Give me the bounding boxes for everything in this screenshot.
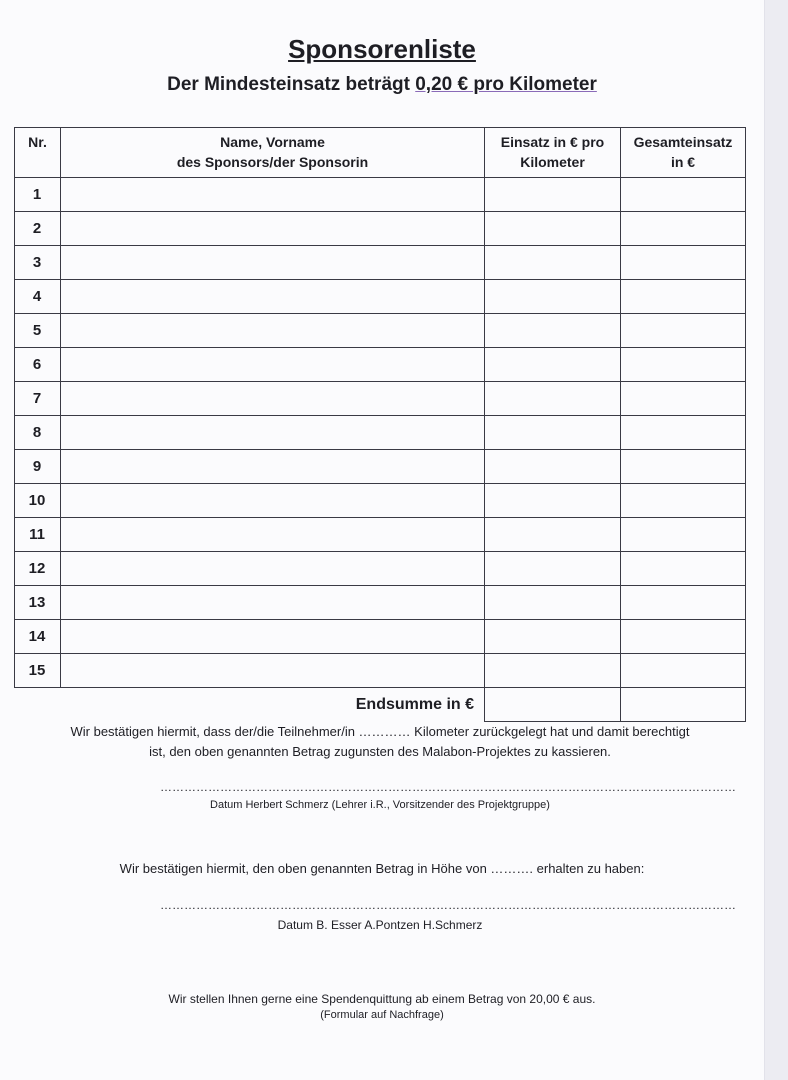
table-header-row (15, 128, 746, 178)
total-amount-cell[interactable] (621, 552, 746, 586)
row-number: 15 (15, 654, 61, 688)
table-row (15, 348, 746, 382)
total-rate-cell[interactable] (485, 688, 621, 722)
rate-per-km-cell[interactable] (485, 450, 621, 484)
row-number: 10 (15, 484, 61, 518)
table-row (15, 552, 746, 586)
distance-confirmation-line2: ist, den oben genannten Betrag zugunsten des Malabon-Projektes zu kassieren. (149, 744, 611, 759)
receipt-note: Wir stellen Ihnen gerne eine Spendenquittung ab einem Betrag von 20,00 € aus. (168, 992, 596, 1006)
signature-caption-1: Datum Herbert Schmerz (Lehrer i.R., Vorsitzender des Projektgruppe) (210, 799, 550, 811)
column-header-nr: Nr. (15, 128, 61, 178)
total-amount-cell[interactable] (621, 484, 746, 518)
rate-per-km-cell[interactable] (485, 620, 621, 654)
distance-confirmation-line1: Wir bestätigen hiermit, dass der/die Teilnehmer/in ………… Kilometer zurückgelegt hat und damit berechtigt (70, 724, 690, 739)
sponsor-name-cell[interactable] (61, 178, 485, 212)
row-number: 13 (15, 586, 61, 620)
row-number: 2 (15, 212, 61, 246)
sponsor-name-cell[interactable] (61, 450, 485, 484)
column-header-name: Name, Vorname des Sponsors/der Sponsorin (61, 128, 485, 178)
total-amount-cell[interactable] (621, 518, 746, 552)
total-amount-cell[interactable] (621, 246, 746, 280)
row-number: 1 (15, 178, 61, 212)
amount-confirmation: Wir bestätigen hiermit, den oben genannten Betrag in Höhe von ………. erhalten zu haben: (119, 861, 645, 876)
rate-per-km-cell[interactable] (485, 246, 621, 280)
total-amount-cell[interactable] (621, 586, 746, 620)
table-row (15, 382, 746, 416)
total-amount-cell[interactable] (621, 620, 746, 654)
total-amount-cell[interactable] (621, 654, 746, 688)
sponsor-table (14, 127, 746, 722)
table-row (15, 450, 746, 484)
rate-per-km-cell[interactable] (485, 212, 621, 246)
sponsor-name-cell[interactable] (61, 416, 485, 450)
row-number: 7 (15, 382, 61, 416)
rate-per-km-cell[interactable] (485, 280, 621, 314)
row-number: 12 (15, 552, 61, 586)
table-row (15, 654, 746, 688)
total-amount-cell[interactable] (621, 212, 746, 246)
total-amount-cell[interactable] (621, 348, 746, 382)
total-amount-cell[interactable] (621, 450, 746, 484)
rate-per-km-cell[interactable] (485, 518, 621, 552)
total-amount-cell[interactable] (621, 280, 746, 314)
column-header-total: Gesamteinsatz in € (621, 128, 746, 178)
subtitle-prefix: Der Mindesteinsatz beträgt (167, 74, 416, 95)
row-number: 9 (15, 450, 61, 484)
total-amount-cell[interactable] (621, 688, 746, 722)
signature-caption-2: Datum B. Esser A.Pontzen H.Schmerz (277, 918, 483, 932)
sponsor-name-cell[interactable] (61, 212, 485, 246)
sponsor-name-cell[interactable] (61, 382, 485, 416)
sponsor-name-cell[interactable] (61, 348, 485, 382)
row-number: 6 (15, 348, 61, 382)
rate-per-km-cell[interactable] (485, 178, 621, 212)
total-amount-cell[interactable] (621, 416, 746, 450)
rate-per-km-cell[interactable] (485, 348, 621, 382)
total-amount-cell[interactable] (621, 178, 746, 212)
distance-confirmation (30, 722, 730, 762)
rate-per-km-cell[interactable] (485, 586, 621, 620)
table-row (15, 586, 746, 620)
minimum-amount: 0,20 € pro Kilometer (415, 74, 597, 95)
row-number: 4 (15, 280, 61, 314)
row-number: 11 (15, 518, 61, 552)
table-row (15, 314, 746, 348)
rate-per-km-cell[interactable] (485, 654, 621, 688)
row-number: 5 (15, 314, 61, 348)
receipt-form-note: (Formular auf Nachfrage) (320, 1009, 444, 1021)
table-row (15, 280, 746, 314)
table-row (15, 416, 746, 450)
table-row (15, 620, 746, 654)
document-subtitle (0, 74, 764, 96)
rate-per-km-cell[interactable] (485, 484, 621, 518)
sponsor-name-cell[interactable] (61, 314, 485, 348)
total-amount-cell[interactable] (621, 382, 746, 416)
row-number: 3 (15, 246, 61, 280)
table-row (15, 484, 746, 518)
sponsor-name-cell[interactable] (61, 518, 485, 552)
row-number: 14 (15, 620, 61, 654)
sponsor-name-cell[interactable] (61, 654, 485, 688)
rate-per-km-cell[interactable] (485, 416, 621, 450)
column-header-rate: Einsatz in € pro Kilometer (485, 128, 621, 178)
sponsor-name-cell[interactable] (61, 246, 485, 280)
total-amount-cell[interactable] (621, 314, 746, 348)
rate-per-km-cell[interactable] (485, 314, 621, 348)
scan-edge (764, 0, 788, 1080)
signature-line-2[interactable]: ……………………………………………………………………………………………………………………………… (160, 898, 736, 912)
table-row (15, 178, 746, 212)
signature-line-1[interactable]: ……………………………………………………………………………………………………………………………… (160, 780, 736, 794)
total-blank (15, 688, 61, 722)
total-label: Endsumme in € (355, 695, 474, 713)
table-row (15, 518, 746, 552)
row-number: 8 (15, 416, 61, 450)
sponsor-name-cell[interactable] (61, 484, 485, 518)
rate-per-km-cell[interactable] (485, 552, 621, 586)
sponsor-name-cell[interactable] (61, 586, 485, 620)
sponsor-name-cell[interactable] (61, 280, 485, 314)
sponsor-name-cell[interactable] (61, 552, 485, 586)
sponsor-name-cell[interactable] (61, 620, 485, 654)
total-row (15, 688, 746, 722)
rate-per-km-cell[interactable] (485, 382, 621, 416)
document-title: Sponsorenliste (288, 34, 476, 64)
table-row (15, 212, 746, 246)
table-row (15, 246, 746, 280)
